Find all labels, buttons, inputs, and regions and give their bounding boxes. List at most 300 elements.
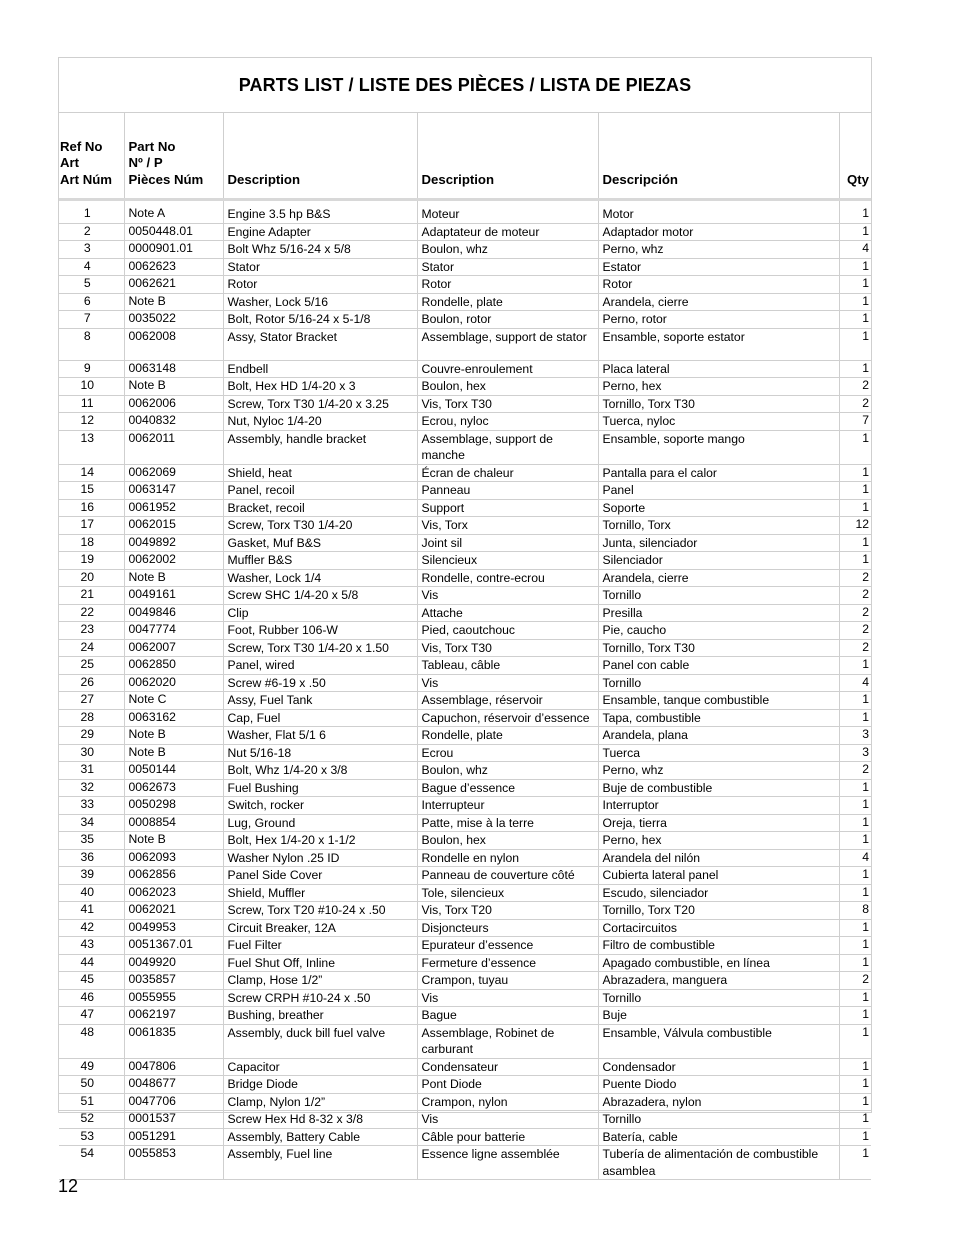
- table-row: [59, 919, 871, 937]
- table-row: [59, 1007, 871, 1025]
- ref-cell: 20: [59, 569, 124, 587]
- part-no-cell: 0062093: [124, 849, 223, 867]
- part-no-cell: 0008854: [124, 814, 223, 832]
- qty-cell: 1: [839, 534, 871, 552]
- description-fr-cell: Ecrou: [417, 744, 598, 762]
- ref-cell: 15: [59, 482, 124, 500]
- table-row: [59, 258, 871, 276]
- part-no-cell: Note B: [124, 378, 223, 396]
- description-es-cell: Tornillo: [598, 1111, 839, 1129]
- description-es-cell: Tornillo, Torx T30: [598, 639, 839, 657]
- table-row: [59, 709, 871, 727]
- description-es-cell: Tornillo: [598, 989, 839, 1007]
- description-en-cell: Circuit Breaker, 12A: [223, 919, 417, 937]
- ref-cell: 18: [59, 534, 124, 552]
- ref-cell: 17: [59, 517, 124, 535]
- qty-cell: 1: [839, 692, 871, 710]
- qty-cell: 1: [839, 884, 871, 902]
- table-row: [59, 814, 871, 832]
- description-fr-cell: Attache: [417, 604, 598, 622]
- ref-cell: 11: [59, 395, 124, 413]
- description-en-cell: Washer, Flat 5/1 6: [223, 727, 417, 745]
- part-no-cell: 0062007: [124, 639, 223, 657]
- table-row: [59, 692, 871, 710]
- description-fr-cell: Assemblage, réservoir: [417, 692, 598, 710]
- qty-cell: 1: [839, 1076, 871, 1094]
- description-fr-cell: Panneau de couverture côté: [417, 867, 598, 885]
- description-en-cell: Rotor: [223, 276, 417, 294]
- ref-cell: 26: [59, 674, 124, 692]
- description-en-cell: Nut 5/16-18: [223, 744, 417, 762]
- part-no-cell: 0049920: [124, 954, 223, 972]
- description-en-cell: Shield, heat: [223, 464, 417, 482]
- description-fr-cell: Stator: [417, 258, 598, 276]
- qty-cell: 4: [839, 849, 871, 867]
- description-fr-cell: Panneau: [417, 482, 598, 500]
- description-en-cell: Bolt, Rotor 5/16-24 x 5-1/8: [223, 311, 417, 329]
- description-en-cell: Stator: [223, 258, 417, 276]
- description-fr-cell: Rondelle, contre-ecrou: [417, 569, 598, 587]
- part-no-cell: Note A: [124, 206, 223, 223]
- qty-cell: 1: [839, 954, 871, 972]
- ref-cell: 10: [59, 378, 124, 396]
- part-no-cell: 0062015: [124, 517, 223, 535]
- header-ref-no: [59, 113, 124, 200]
- table-row: [59, 293, 871, 311]
- part-no-cell: 0062621: [124, 276, 223, 294]
- table-row: [59, 499, 871, 517]
- description-en-cell: Assembly, Fuel line: [223, 1146, 417, 1180]
- qty-cell: 1: [839, 276, 871, 294]
- description-fr-cell: Vis, Torx T30: [417, 395, 598, 413]
- ref-cell: 31: [59, 762, 124, 780]
- description-en-cell: Bolt, Hex 1/4-20 x 1-1/2: [223, 832, 417, 850]
- table-row: [59, 884, 871, 902]
- ref-cell: 49: [59, 1058, 124, 1076]
- description-es-cell: Perno, whz: [598, 762, 839, 780]
- page-title: PARTS LIST / LISTE DES PIÈCES / LISTA DE PIEZAS: [59, 58, 871, 113]
- qty-cell: 1: [839, 814, 871, 832]
- description-fr-cell: Disjoncteurs: [417, 919, 598, 937]
- part-no-cell: 0062673: [124, 779, 223, 797]
- qty-cell: 4: [839, 241, 871, 259]
- ref-cell: 32: [59, 779, 124, 797]
- description-es-cell: Cubierta lateral panel: [598, 867, 839, 885]
- part-no-cell: Note C: [124, 692, 223, 710]
- qty-cell: 1: [839, 206, 871, 223]
- ref-cell: 52: [59, 1111, 124, 1129]
- description-es-cell: Panel: [598, 482, 839, 500]
- table-row: [59, 223, 871, 241]
- ref-cell: 27: [59, 692, 124, 710]
- description-es-cell: Perno, rotor: [598, 311, 839, 329]
- description-en-cell: Washer Nylon .25 ID: [223, 849, 417, 867]
- qty-cell: 1: [839, 779, 871, 797]
- qty-cell: 1: [839, 989, 871, 1007]
- description-es-cell: Ensamble, soporte estator: [598, 328, 839, 360]
- ref-cell: 36: [59, 849, 124, 867]
- description-es-cell: Soporte: [598, 499, 839, 517]
- description-en-cell: Fuel Bushing: [223, 779, 417, 797]
- description-es-cell: Escudo, silenciador: [598, 884, 839, 902]
- table-row: [59, 657, 871, 675]
- ref-cell: 3: [59, 241, 124, 259]
- part-no-cell: Note B: [124, 727, 223, 745]
- description-es-cell: Arandela del nilón: [598, 849, 839, 867]
- ref-cell: 24: [59, 639, 124, 657]
- part-no-cell: 0062008: [124, 328, 223, 360]
- description-fr-cell: Ecrou, nyloc: [417, 413, 598, 431]
- part-no-cell: 0055853: [124, 1146, 223, 1180]
- header-description-en: Description: [223, 113, 417, 200]
- part-no-cell: 0000901.01: [124, 241, 223, 259]
- qty-cell: 2: [839, 762, 871, 780]
- table-row: [59, 569, 871, 587]
- ref-cell: 51: [59, 1093, 124, 1111]
- description-es-cell: Abrazadera, manguera: [598, 972, 839, 990]
- table-row: [59, 674, 871, 692]
- qty-cell: 1: [839, 360, 871, 378]
- header-part-no-line: Part No: [128, 138, 176, 154]
- ref-cell: 46: [59, 989, 124, 1007]
- qty-cell: 1: [839, 499, 871, 517]
- description-fr-cell: Assemblage, Robinet de carburant: [417, 1024, 598, 1058]
- qty-cell: 1: [839, 657, 871, 675]
- ref-cell: 21: [59, 587, 124, 605]
- header-qty: Qty: [839, 113, 871, 200]
- description-fr-cell: Vis: [417, 989, 598, 1007]
- part-no-cell: 0062020: [124, 674, 223, 692]
- description-es-cell: Rotor: [598, 276, 839, 294]
- description-en-cell: Clamp, Hose 1/2”: [223, 972, 417, 990]
- description-fr-cell: Pont Diode: [417, 1076, 598, 1094]
- table-row: [59, 378, 871, 396]
- header-part-no: [124, 113, 223, 200]
- description-fr-cell: Crampon, tuyau: [417, 972, 598, 990]
- part-no-cell: 0047774: [124, 622, 223, 640]
- ref-cell: 48: [59, 1024, 124, 1058]
- part-no-cell: 0049846: [124, 604, 223, 622]
- description-es-cell: Oreja, tierra: [598, 814, 839, 832]
- description-en-cell: Cap, Fuel: [223, 709, 417, 727]
- description-en-cell: Muffler B&S: [223, 552, 417, 570]
- ref-cell: 4: [59, 258, 124, 276]
- table-row: [59, 937, 871, 955]
- qty-cell: 2: [839, 587, 871, 605]
- qty-cell: 1: [839, 867, 871, 885]
- description-es-cell: Tornillo: [598, 587, 839, 605]
- part-no-cell: 0062006: [124, 395, 223, 413]
- ref-cell: 25: [59, 657, 124, 675]
- description-fr-cell: Epurateur d’essence: [417, 937, 598, 955]
- page-number: 12: [58, 1176, 79, 1196]
- description-fr-cell: Vis, Torx T20: [417, 902, 598, 920]
- part-no-cell: 0061835: [124, 1024, 223, 1058]
- description-es-cell: Pantalla para el calor: [598, 464, 839, 482]
- description-fr-cell: Crampon, nylon: [417, 1093, 598, 1111]
- description-fr-cell: Bague d’essence: [417, 779, 598, 797]
- table-row: [59, 604, 871, 622]
- table-row: [59, 1093, 871, 1111]
- part-no-cell: 0050448.01: [124, 223, 223, 241]
- description-fr-cell: Rondelle en nylon: [417, 849, 598, 867]
- description-es-cell: Apagado combustible, en línea: [598, 954, 839, 972]
- part-no-cell: Note B: [124, 293, 223, 311]
- description-fr-cell: Assemblage, support de manche: [417, 430, 598, 464]
- description-es-cell: Tornillo, Torx T30: [598, 395, 839, 413]
- ref-cell: 40: [59, 884, 124, 902]
- description-fr-cell: Essence ligne assemblée: [417, 1146, 598, 1180]
- qty-cell: 1: [839, 1111, 871, 1129]
- description-en-cell: Screw, Torx T30 1/4-20: [223, 517, 417, 535]
- qty-cell: 1: [839, 293, 871, 311]
- description-en-cell: Screw CRPH #10-24 x .50: [223, 989, 417, 1007]
- description-en-cell: Bushing, breather: [223, 1007, 417, 1025]
- description-es-cell: Perno, whz: [598, 241, 839, 259]
- header-part-no-line: Pièces Núm: [128, 171, 204, 187]
- description-fr-cell: Pied, caoutchouc: [417, 622, 598, 640]
- description-fr-cell: Rondelle, plate: [417, 727, 598, 745]
- description-en-cell: Screw, Torx T30 1/4-20 x 3.25: [223, 395, 417, 413]
- ref-cell: 16: [59, 499, 124, 517]
- qty-cell: 2: [839, 378, 871, 396]
- table-row: [59, 849, 871, 867]
- ref-cell: 19: [59, 552, 124, 570]
- description-en-cell: Bracket, recoil: [223, 499, 417, 517]
- description-en-cell: Assembly, handle bracket: [223, 430, 417, 464]
- description-es-cell: Presilla: [598, 604, 839, 622]
- qty-cell: 1: [839, 797, 871, 815]
- description-es-cell: Tornillo: [598, 674, 839, 692]
- part-no-cell: 0001537: [124, 1111, 223, 1129]
- parts-list-frame: [58, 57, 872, 1178]
- description-fr-cell: Joint sil: [417, 534, 598, 552]
- qty-cell: 2: [839, 569, 871, 587]
- description-en-cell: Switch, rocker: [223, 797, 417, 815]
- table-row: [59, 1146, 871, 1180]
- table-row: [59, 1058, 871, 1076]
- part-no-cell: 0040832: [124, 413, 223, 431]
- description-fr-cell: Moteur: [417, 206, 598, 223]
- description-en-cell: Panel, wired: [223, 657, 417, 675]
- qty-cell: 1: [839, 1058, 871, 1076]
- table-row: [59, 206, 871, 223]
- table-row: [59, 430, 871, 464]
- description-es-cell: Condensador: [598, 1058, 839, 1076]
- description-es-cell: Perno, hex: [598, 832, 839, 850]
- qty-cell: 1: [839, 552, 871, 570]
- description-en-cell: Clip: [223, 604, 417, 622]
- table-row: [59, 241, 871, 259]
- ref-cell: 33: [59, 797, 124, 815]
- header-part-no-line: Nº / P: [128, 155, 163, 170]
- description-es-cell: Tuerca: [598, 744, 839, 762]
- description-es-cell: Panel con cable: [598, 657, 839, 675]
- ref-cell: 35: [59, 832, 124, 850]
- table-row: [59, 517, 871, 535]
- ref-cell: 54: [59, 1146, 124, 1180]
- table-row: [59, 534, 871, 552]
- part-no-cell: 0051291: [124, 1128, 223, 1146]
- qty-cell: 12: [839, 517, 871, 535]
- description-fr-cell: Vis: [417, 674, 598, 692]
- description-es-cell: Tuerca, nyloc: [598, 413, 839, 431]
- description-es-cell: Tornillo, Torx: [598, 517, 839, 535]
- qty-cell: 1: [839, 919, 871, 937]
- parts-table: [59, 113, 871, 1180]
- description-fr-cell: Patte, mise à la terre: [417, 814, 598, 832]
- table-row: [59, 744, 871, 762]
- qty-cell: 1: [839, 937, 871, 955]
- part-no-cell: 0062623: [124, 258, 223, 276]
- ref-cell: 41: [59, 902, 124, 920]
- description-en-cell: Washer, Lock 5/16: [223, 293, 417, 311]
- description-fr-cell: Écran de chaleur: [417, 464, 598, 482]
- description-en-cell: Foot, Rubber 106-W: [223, 622, 417, 640]
- description-fr-cell: Boulon, whz: [417, 762, 598, 780]
- qty-cell: 2: [839, 639, 871, 657]
- description-fr-cell: Capuchon, réservoir d’essence: [417, 709, 598, 727]
- part-no-cell: 0062002: [124, 552, 223, 570]
- table-row: [59, 867, 871, 885]
- table-row: [59, 989, 871, 1007]
- table-row: [59, 276, 871, 294]
- description-en-cell: Bolt Whz 5/16-24 x 5/8: [223, 241, 417, 259]
- description-es-cell: Ensamble, soporte mango: [598, 430, 839, 464]
- qty-cell: 2: [839, 395, 871, 413]
- table-row: [59, 1024, 871, 1058]
- description-fr-cell: Boulon, whz: [417, 241, 598, 259]
- qty-cell: 3: [839, 744, 871, 762]
- ref-cell: 45: [59, 972, 124, 990]
- ref-cell: 30: [59, 744, 124, 762]
- table-row: [59, 1111, 871, 1129]
- qty-cell: 1: [839, 1093, 871, 1111]
- qty-cell: 7: [839, 413, 871, 431]
- qty-cell: 1: [839, 311, 871, 329]
- qty-cell: 1: [839, 223, 871, 241]
- table-header-row: [59, 113, 871, 200]
- ref-cell: 28: [59, 709, 124, 727]
- part-no-cell: 0063147: [124, 482, 223, 500]
- part-no-cell: 0049892: [124, 534, 223, 552]
- description-en-cell: Fuel Filter: [223, 937, 417, 955]
- table-row: [59, 727, 871, 745]
- description-fr-cell: Interrupteur: [417, 797, 598, 815]
- table-row: [59, 622, 871, 640]
- description-es-cell: Tubería de alimentación de combustible asamblea: [598, 1146, 839, 1180]
- ref-cell: 47: [59, 1007, 124, 1025]
- description-fr-cell: Couvre-enroulement: [417, 360, 598, 378]
- qty-cell: 1: [839, 258, 871, 276]
- description-fr-cell: Condensateur: [417, 1058, 598, 1076]
- description-es-cell: Tornillo, Torx T20: [598, 902, 839, 920]
- description-en-cell: Screw, Torx T30 1/4-20 x 1.50: [223, 639, 417, 657]
- qty-cell: 1: [839, 430, 871, 464]
- qty-cell: 1: [839, 832, 871, 850]
- description-en-cell: Panel Side Cover: [223, 867, 417, 885]
- description-en-cell: Shield, Muffler: [223, 884, 417, 902]
- description-es-cell: Tapa, combustible: [598, 709, 839, 727]
- part-no-cell: 0062856: [124, 867, 223, 885]
- description-en-cell: Washer, Lock 1/4: [223, 569, 417, 587]
- part-no-cell: 0047806: [124, 1058, 223, 1076]
- table-row: [59, 639, 871, 657]
- description-fr-cell: Bague: [417, 1007, 598, 1025]
- qty-cell: 1: [839, 1146, 871, 1180]
- part-no-cell: 0062021: [124, 902, 223, 920]
- description-en-cell: Assembly, Battery Cable: [223, 1128, 417, 1146]
- description-fr-cell: Rondelle, plate: [417, 293, 598, 311]
- description-en-cell: Capacitor: [223, 1058, 417, 1076]
- description-es-cell: Ensamble, tanque combustible: [598, 692, 839, 710]
- part-no-cell: 0049953: [124, 919, 223, 937]
- table-row: [59, 954, 871, 972]
- part-no-cell: Note B: [124, 744, 223, 762]
- table-row: [59, 1076, 871, 1094]
- qty-cell: 2: [839, 972, 871, 990]
- table-row: [59, 482, 871, 500]
- description-fr-cell: Support: [417, 499, 598, 517]
- ref-cell: 42: [59, 919, 124, 937]
- table-row: [59, 413, 871, 431]
- qty-cell: 3: [839, 727, 871, 745]
- ref-cell: 9: [59, 360, 124, 378]
- ref-cell: 5: [59, 276, 124, 294]
- ref-cell: 39: [59, 867, 124, 885]
- description-en-cell: Screw Hex Hd 8-32 x 3/8: [223, 1111, 417, 1129]
- description-en-cell: Engine 3.5 hp B&S: [223, 206, 417, 223]
- description-fr-cell: Vis: [417, 587, 598, 605]
- description-en-cell: Panel, recoil: [223, 482, 417, 500]
- description-fr-cell: Vis, Torx: [417, 517, 598, 535]
- table-row: [59, 902, 871, 920]
- description-en-cell: Bolt, Hex HD 1/4-20 x 3: [223, 378, 417, 396]
- ref-cell: 2: [59, 223, 124, 241]
- description-es-cell: Ensamble, Válvula combustible: [598, 1024, 839, 1058]
- ref-cell: 7: [59, 311, 124, 329]
- description-es-cell: Silenciador: [598, 552, 839, 570]
- description-en-cell: Fuel Shut Off, Inline: [223, 954, 417, 972]
- description-en-cell: Bridge Diode: [223, 1076, 417, 1094]
- ref-cell: 43: [59, 937, 124, 955]
- qty-cell: 1: [839, 1024, 871, 1058]
- description-fr-cell: Rotor: [417, 276, 598, 294]
- table-row: [59, 972, 871, 990]
- header-ref-no-line: Ref No: [60, 138, 103, 154]
- qty-cell: 1: [839, 482, 871, 500]
- header-ref-no-line: Art: [60, 155, 80, 170]
- part-no-cell: 0050298: [124, 797, 223, 815]
- description-fr-cell: Tole, silencieux: [417, 884, 598, 902]
- ref-cell: 23: [59, 622, 124, 640]
- description-es-cell: Filtro de combustible: [598, 937, 839, 955]
- ref-cell: 1: [59, 206, 124, 223]
- qty-cell: 1: [839, 1007, 871, 1025]
- description-fr-cell: Boulon, hex: [417, 832, 598, 850]
- ref-cell: 22: [59, 604, 124, 622]
- parts-table-body: [59, 206, 871, 1180]
- description-fr-cell: Adaptateur de moteur: [417, 223, 598, 241]
- part-no-cell: 0062023: [124, 884, 223, 902]
- description-fr-cell: Fermeture d’essence: [417, 954, 598, 972]
- ref-cell: 53: [59, 1128, 124, 1146]
- ref-cell: 14: [59, 464, 124, 482]
- ref-cell: 50: [59, 1076, 124, 1094]
- part-no-cell: 0063148: [124, 360, 223, 378]
- ref-cell: 13: [59, 430, 124, 464]
- description-es-cell: Cortacircuitos: [598, 919, 839, 937]
